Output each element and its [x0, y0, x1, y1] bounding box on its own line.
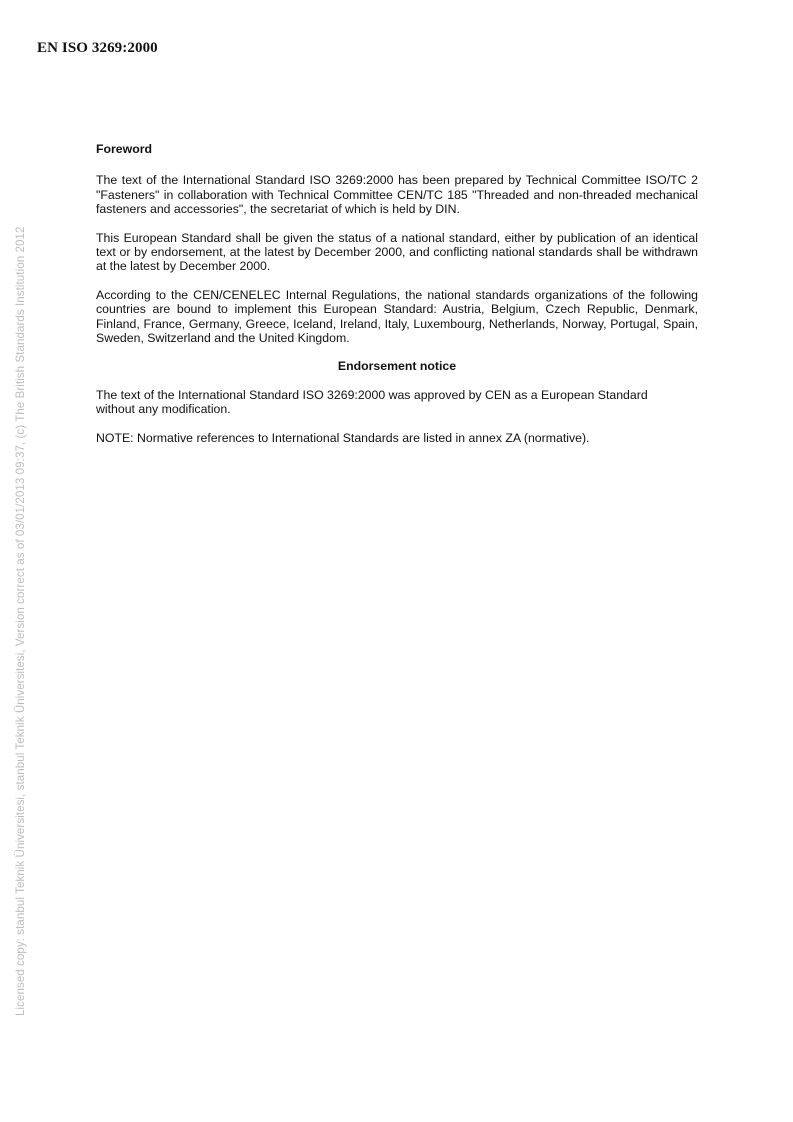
license-watermark: Licensed copy: stanbul Teknik Üniversitesi, stanbul Teknik Üniversitesi, Version correct as of 03/01/2013 09:37, (c) The British Standards Institution 2012 — [14, 226, 27, 1016]
endorsement-paragraph: The text of the International Standard ISO 3269:2000 was approved by CEN as a European Standard without any modification. — [96, 387, 648, 417]
normative-note: NOTE: Normative references to International Standards are listed in annex ZA (normative). — [96, 430, 590, 445]
foreword-paragraph-3: According to the CEN/CENELEC Internal Regulations, the national standards organizations of the following countries are bound to implement this European Standard: Austria, Belgium, Czech Republic, Denmark, Finland, France, Germany, Greece, Iceland, Ireland, Italy, Luxembourg, Netherlands, Norway, Portugal, Spain, Sweden, Switzerland and the United Kingdom. — [96, 287, 698, 346]
document-id-header: EN ISO 3269:2000 — [37, 40, 158, 56]
foreword-heading: Foreword — [96, 142, 153, 156]
page-content — [96, 142, 698, 459]
foreword-paragraph-1: The text of the International Standard ISO 3269:2000 has been prepared by Technical Committee ISO/TC 2 "Fasteners" in collaboration with Technical Committee CEN/TC 185 "Threaded and non-threaded mechanical fasteners and accessories", the secretariat of which is held by DIN. — [96, 173, 698, 217]
endorsement-heading: Endorsement notice — [337, 359, 457, 374]
foreword-paragraph-2: This European Standard shall be given the status of a national standard, either by publication of an identical text or by endorsement, at the latest by December 2000, and conflicting national standards shall be withdrawn at the latest by December 2000. — [96, 230, 698, 274]
